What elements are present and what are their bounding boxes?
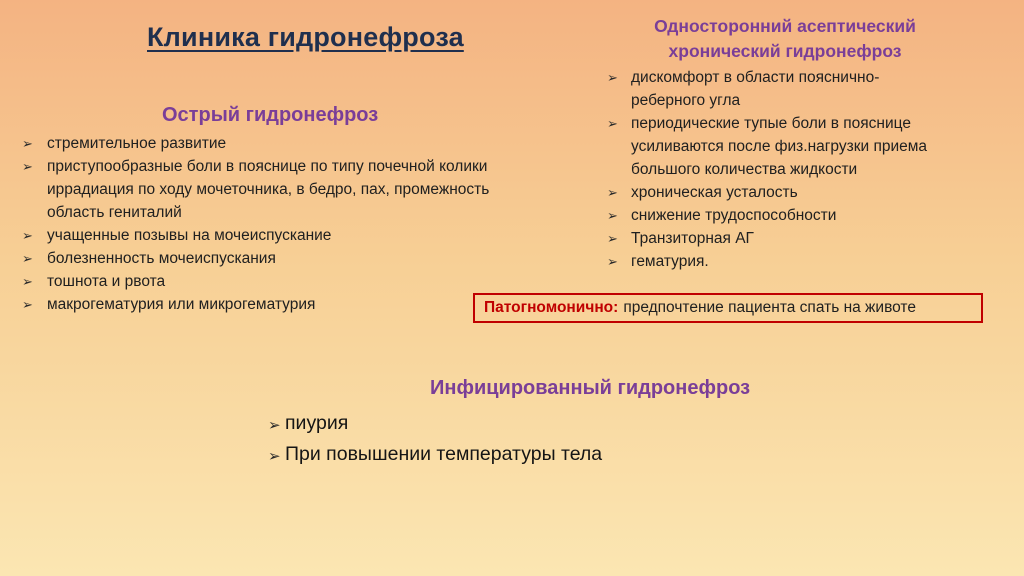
list-item	[607, 204, 997, 227]
arrowhead-bullet-icon: ➢	[22, 251, 33, 266]
arrowhead-bullet-icon: ➢	[607, 116, 618, 131]
arrowhead-bullet-icon: ➢	[22, 136, 33, 151]
slide-title: Клиника гидронефроза	[147, 22, 464, 52]
list-item	[268, 408, 602, 439]
chronic-heading: Односторонний асептический хронический гидронефроз	[654, 16, 916, 61]
acute-symptom-list	[22, 132, 522, 316]
arrowhead-bullet-icon: ➢	[607, 208, 618, 223]
infected-symptom-list	[268, 408, 602, 470]
list-item	[607, 112, 997, 181]
list-item	[607, 250, 997, 273]
list-item-text: болезненность мочеиспускания	[47, 250, 276, 267]
list-item-text: учащенные позывы на мочеиспускание	[47, 227, 332, 244]
arrowhead-bullet-icon: ➢	[607, 231, 618, 246]
arrowhead-bullet-icon: ➢	[22, 228, 33, 243]
arrowhead-bullet-icon: ➢	[268, 448, 281, 465]
list-item-text: хроническая усталость	[631, 184, 798, 201]
list-item-text: стремительное развитие	[47, 135, 227, 152]
arrowhead-bullet-icon: ➢	[22, 159, 33, 174]
arrowhead-bullet-icon: ➢	[22, 274, 33, 289]
list-item	[607, 66, 997, 112]
arrowhead-bullet-icon: ➢	[607, 70, 618, 85]
arrowhead-bullet-icon: ➢	[607, 185, 618, 200]
list-item	[22, 293, 522, 316]
callout-label: Патогномонично:	[484, 299, 619, 316]
list-item	[22, 155, 522, 224]
list-item	[22, 270, 522, 293]
callout-text: предпочтение пациента спать на животе	[623, 299, 916, 316]
list-item-text: пиурия	[285, 412, 349, 434]
list-item	[22, 132, 522, 155]
list-item	[268, 439, 602, 470]
list-item-text: тошнота и рвота	[47, 273, 166, 290]
list-item	[607, 227, 997, 250]
list-item-text: макрогематурия или микрогематурия	[47, 296, 316, 313]
arrowhead-bullet-icon: ➢	[268, 417, 281, 434]
list-item-text: периодические тупые боли в пояснице усиливаются после физ.нагрузки приема большого количества жидкости	[631, 115, 928, 178]
chronic-symptom-list	[607, 66, 997, 273]
list-item-text: снижение трудоспособности	[631, 207, 837, 224]
arrowhead-bullet-icon: ➢	[22, 297, 33, 312]
list-item	[22, 247, 522, 270]
list-item-text: Транзиторная АГ	[631, 230, 754, 247]
infected-heading: Инфицированный гидронефроз	[430, 377, 751, 399]
list-item-text: При повышении температуры тела	[285, 443, 603, 465]
list-item-text: дискомфорт в области пояснично-реберного угла	[631, 69, 880, 109]
list-item-text: приступообразные боли в пояснице по типу почечной колики иррадиация по ходу мочеточника, в бедро, пах, промежность область гениталий	[47, 158, 490, 221]
list-item-text: гематурия.	[631, 253, 709, 270]
arrowhead-bullet-icon: ➢	[607, 254, 618, 269]
pathognomonic-callout	[473, 293, 983, 323]
list-item	[22, 224, 522, 247]
list-item	[607, 181, 997, 204]
acute-heading: Острый гидронефроз	[162, 104, 379, 126]
